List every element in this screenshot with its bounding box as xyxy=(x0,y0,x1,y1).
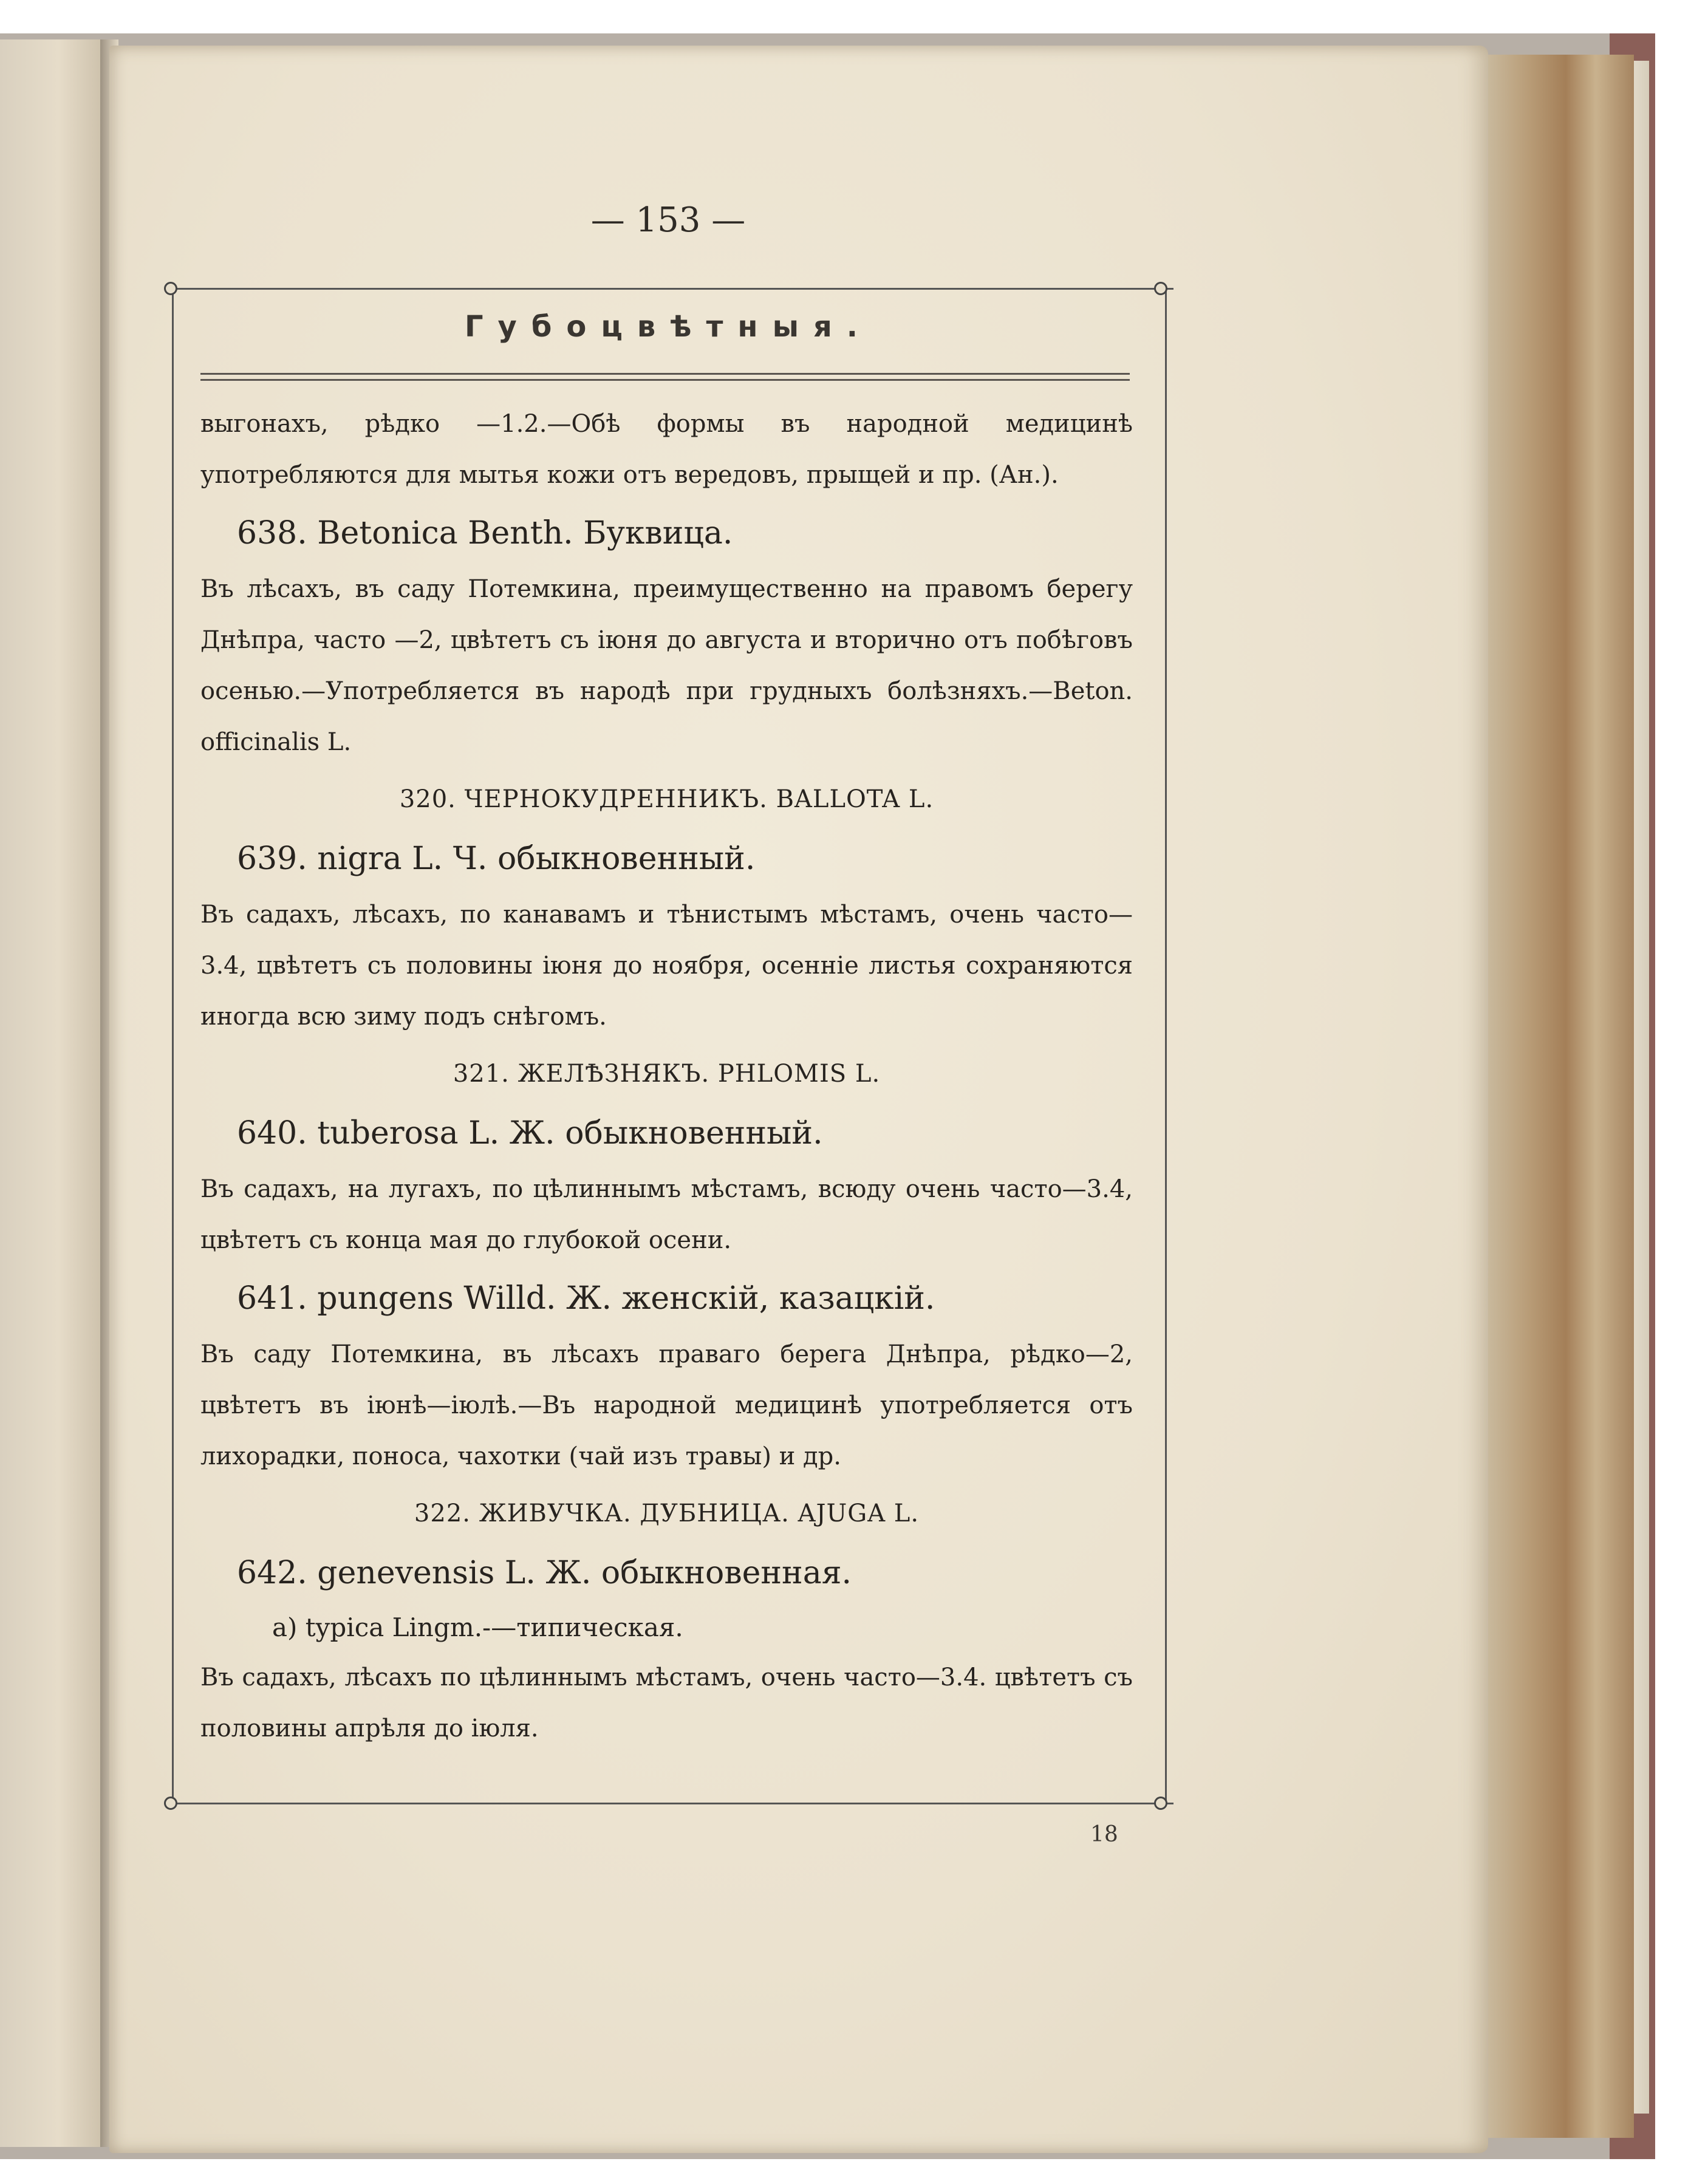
species-heading-638: 638. Betonica Benth. Буквица. xyxy=(237,515,733,551)
page-text xyxy=(200,401,1133,1754)
frame-corner-ornament xyxy=(1154,1797,1167,1810)
variety-text-642a: Въ садахъ, лѣсахъ по цѣлиннымъ мѣстамъ, очень часто—3.4. цвѣтетъ съ половины апрѣля до іюля. xyxy=(200,1664,1133,1742)
species-heading-640: 640. tuberosa L. Ж. обыкновенный. xyxy=(237,1115,823,1152)
header-rule-bottom xyxy=(200,379,1130,381)
frame-corner-ornament xyxy=(1154,282,1167,295)
species-heading-642: 642. genevensis L. Ж. обыкновенная. xyxy=(237,1555,852,1591)
variety-heading-642a: a) typica Lingm.-—типическая. xyxy=(272,1612,683,1642)
species-heading-641: 641. pungens Willd. Ж. женскій, казацкій. xyxy=(237,1280,935,1317)
header-rule-top xyxy=(200,373,1130,375)
species-heading-639: 639. nigra L. Ч. обыкновенный. xyxy=(237,841,756,877)
genus-heading-322: 322. ЖИВУЧКА. ДУБНИЦА. AJUGA L. xyxy=(414,1500,920,1527)
genus-heading-320: 320. ЧЕРНОКУДРЕННИКЪ. BALLOTA L. xyxy=(399,785,934,813)
frame-bottom-rule xyxy=(165,1803,1173,1804)
left-page-edge xyxy=(0,39,106,2147)
genus-heading-321: 321. ЖЕЛѢЗНЯКЪ. PHLOMIS L. xyxy=(453,1060,881,1088)
frame-corner-ornament xyxy=(164,282,177,295)
running-header: Губоцвѣтныя. xyxy=(464,310,873,344)
species-text-641: Въ саду Потемкина, въ лѣсахъ праваго берега Днѣпра, рѣдко—2, цвѣтетъ въ іюнѣ—іюлѣ.—Въ народной медицинѣ употребляется отъ лихорадки, поноса, чахотки (чай изъ травы) и др. xyxy=(200,1340,1133,1470)
page-number: — 153 — xyxy=(590,200,746,240)
species-text-638: Въ лѣсахъ, въ саду Потемкина, преимущественно на правомъ берегу Днѣпра, часто —2, цвѣтетъ съ іюня до августа и вторично отъ побѣговъ осенью.—Употребляется въ народѣ при грудныхъ болѣзняхъ.—Beton. officinalis L. xyxy=(200,575,1133,756)
page-stack-edge xyxy=(1482,55,1634,2138)
continued-paragraph: выгонахъ, рѣдко —1.2.—Обѣ формы въ народной медицинѣ употребляются для мытья кожи отъ вередовъ, прыщей и пр. (Ан.). xyxy=(200,410,1133,489)
printer-signature-mark: 18 xyxy=(1090,1822,1118,1847)
frame-corner-ornament xyxy=(164,1797,177,1810)
species-text-639: Въ садахъ, лѣсахъ, по канавамъ и тѣнистымъ мѣстамъ, очень часто—3.4, цвѣтетъ съ половины іюня до ноября, осенніе листья сохраняются иногда всю зиму подъ снѣгомъ. xyxy=(200,901,1133,1031)
species-text-640: Въ садахъ, на лугахъ, по цѣлиннымъ мѣстамъ, всюду очень часто—3.4, цвѣтетъ съ конца мая до глубокой осени. xyxy=(200,1175,1133,1254)
